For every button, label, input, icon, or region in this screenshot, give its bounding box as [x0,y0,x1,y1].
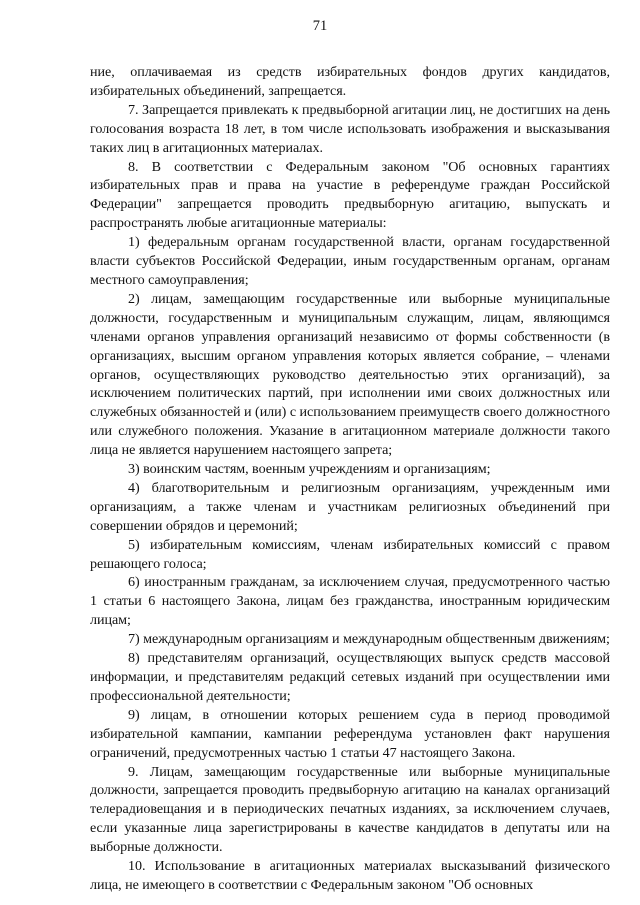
document-body [90,63,610,895]
paragraph: 8. В соответствии с Федеральным законом "Об основных гарантиях избирательных прав и права на участие в референдуме граждан Российской Федерации" запрещается проводить предвыборную агитацию, выпускать и распространять любые агитационные материалы: [90,158,610,232]
paragraph: 9) лицам, в отношении которых решением суда в период проводимой избирательной кампании, кампании референдума установлен факт нарушения ограничений, предусмотренных частью 1 статьи 47 настоящего Закона. [90,706,610,761]
paragraph: 7. Запрещается привлекать к предвыборной агитации лиц, не достигших на день голосования возраста 18 лет, в том числе использовать изображения и высказывания таких лиц в агитационных материалах. [90,101,610,156]
paragraph: 6) иностранным гражданам, за исключением случая, предусмотренного частью 1 статьи 6 настоящего Закона, лицам без гражданства, иностранным юридическим лицам; [90,574,610,629]
paragraph: 7) международным организациям и международным общественным движениям; [128,631,610,648]
paragraph: 4) благотворительным и религиозным организациям, учрежденным ими организациям, а также членам и участникам религиозных объединений при совершении обрядов и церемоний; [90,479,610,534]
paragraph: 5) избирательным комиссиям, членам избирательных комиссий с правом решающего голоса; [90,536,610,572]
paragraph: 3) воинским частям, военным учреждениям и организациям; [128,461,491,478]
paragraph: 1) федеральным органам государственной власти, органам государственной власти субъектов Российской Федерации, иным государственным органам, органам местного самоуправления; [90,234,610,288]
paragraph: 9. Лицам, замещающим государственные или выборные муниципальные должности, запрещается проводить предвыборную агитацию на каналах организаций телерадиовещания и в периодических печатных изданиях, за исключением случаев, если указанные лица зарегистрированы в качестве кандидатов в депутаты или на выборные должности. [90,763,610,856]
paragraph: 2) лицам, замещающим государственные или выборные муниципальные должности, государственным и муниципальным служащим, лицам, являющимся членами органов управления организаций независимо от формы собственности (в организациях, высшим органом управления которых является собрание, – членами органов, осуществляющих руководство деятельностью этих организаций), за исключением политических партий, при исполнении ими своих должностных или служебных обязанностей и (или) с использованием преимуществ своего должностного или служебного положения. Указание в агитационном материале должности такого лица не является нарушением настоящего запрета; [90,290,610,459]
paragraph: 8) представителям организаций, осуществляющих выпуск средств массовой информации, и представителям редакций сетевых изданий при осуществлении ими профессиональной деятельности; [90,650,610,704]
paragraph: 10. Использование в агитационных материалах высказываний физического лица, не имеющего в соответствии с Федеральным законом "Об основных [90,858,610,893]
page-number: 71 [312,18,328,34]
paragraph: ние, оплачиваемая из средств избирательных фондов других кандидатов, избирательных объединений, запрещается. [90,64,610,99]
